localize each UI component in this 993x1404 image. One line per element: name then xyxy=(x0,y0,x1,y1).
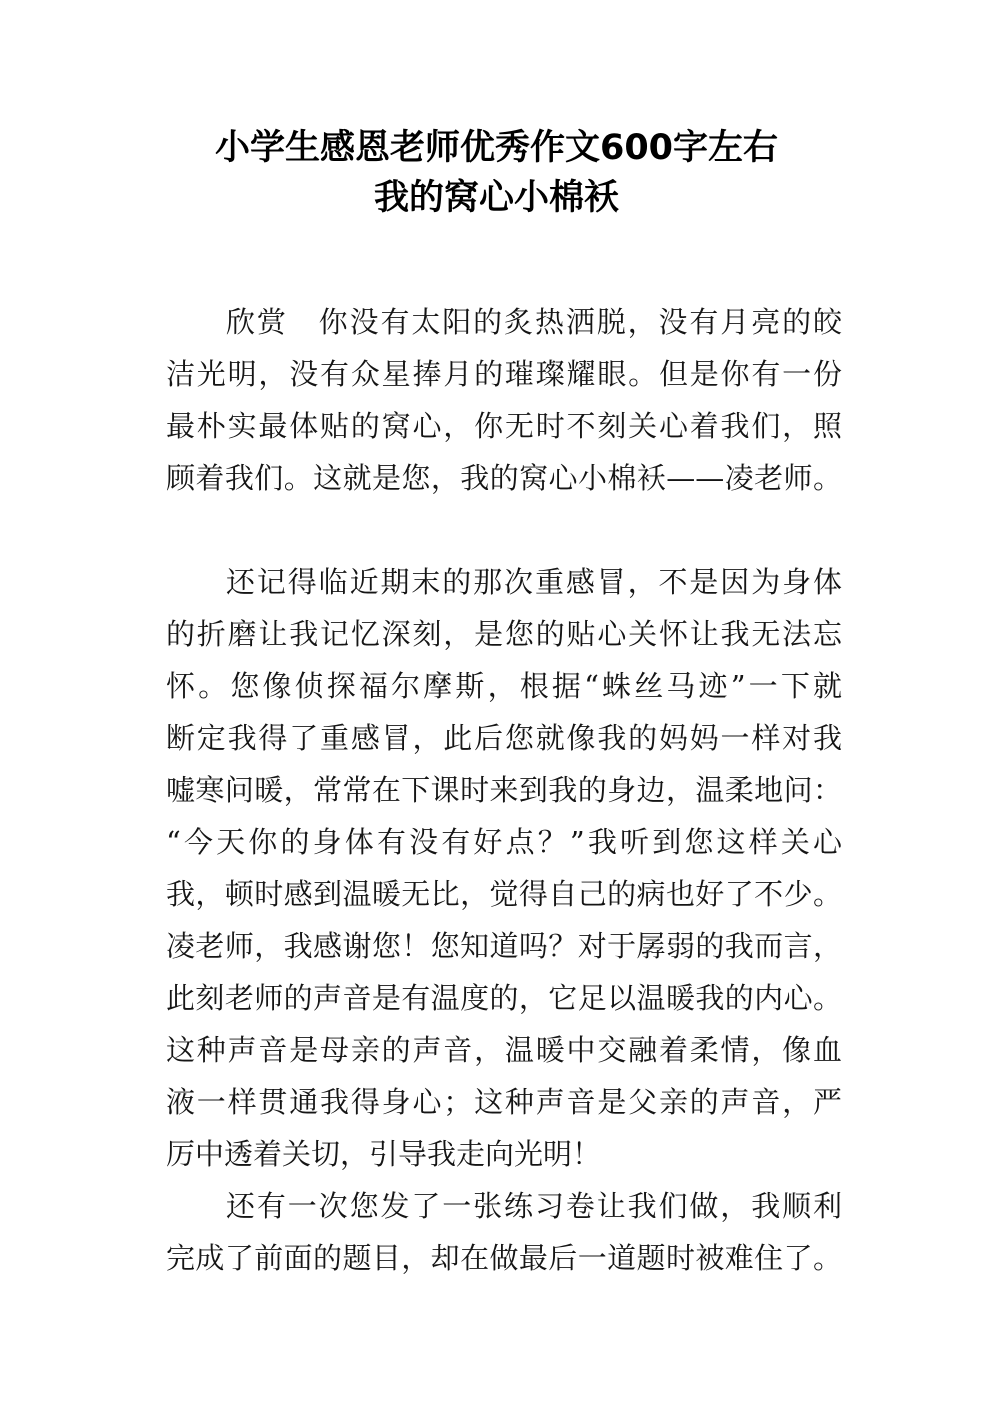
document-title-line-2: 我的窝心小棉袄 xyxy=(373,178,619,218)
paragraph-line: 这种声音是母亲的声音，温暖中交融着柔情，像血 xyxy=(166,1033,842,1067)
paragraph-line: 液一样贯通我得身心；这种声音是父亲的声音，严 xyxy=(166,1085,842,1119)
paragraph-2 xyxy=(166,556,842,1180)
document-body xyxy=(166,296,842,1284)
paragraph-1 xyxy=(166,296,842,504)
paragraph-line: 洁光明，没有众星捧月的璀璨耀眼。但是你有一份 xyxy=(166,357,842,391)
paragraph-line: 顾着我们。这就是您，我的窝心小棉袄——凌老师。 xyxy=(166,461,842,495)
paragraph-line: 还记得临近期末的那次重感冒，不是因为身体 xyxy=(226,565,842,599)
paragraph-line: 的折磨让我记忆深刻，是您的贴心关怀让我无法忘 xyxy=(166,617,842,651)
paragraph-line: 最朴实最体贴的窝心，你无时不刻关心着我们，照 xyxy=(166,409,842,443)
paragraph-line: “今天你的身体有没有好点？”我听到您这样关心 xyxy=(166,825,842,859)
paragraph-spacer xyxy=(166,504,842,556)
paragraph-line: 怀。您像侦探福尔摩斯，根据“蛛丝马迹”一下就 xyxy=(166,669,842,703)
document-title-line-1: 小学生感恩老师优秀作文600字左右 xyxy=(214,128,779,168)
paragraph-3 xyxy=(166,1180,842,1284)
paragraph-line: 厉中透着关切，引导我走向光明！ xyxy=(166,1137,602,1171)
paragraph-line: 我，顿时感到温暖无比，觉得自己的病也好了不少。 xyxy=(166,877,842,911)
paragraph-line: 嘘寒问暖，常常在下课时来到我的身边，温柔地问： xyxy=(166,773,842,807)
paragraph-line: 还有一次您发了一张练习卷让我们做，我顺利 xyxy=(226,1189,842,1223)
paragraph-line: 断定我得了重感冒，此后您就像我的妈妈一样对我 xyxy=(166,721,842,755)
paragraph-line: 凌老师，我感谢您！您知道吗？对于孱弱的我而言， xyxy=(166,929,842,963)
paragraph-line: 完成了前面的题目，却在做最后一道题时被难住了。 xyxy=(166,1241,842,1275)
paragraph-line: 此刻老师的声音是有温度的，它足以温暖我的内心。 xyxy=(166,981,842,1015)
paragraph-line: 欣赏 你没有太阳的炙热洒脱，没有月亮的皎 xyxy=(226,305,842,339)
